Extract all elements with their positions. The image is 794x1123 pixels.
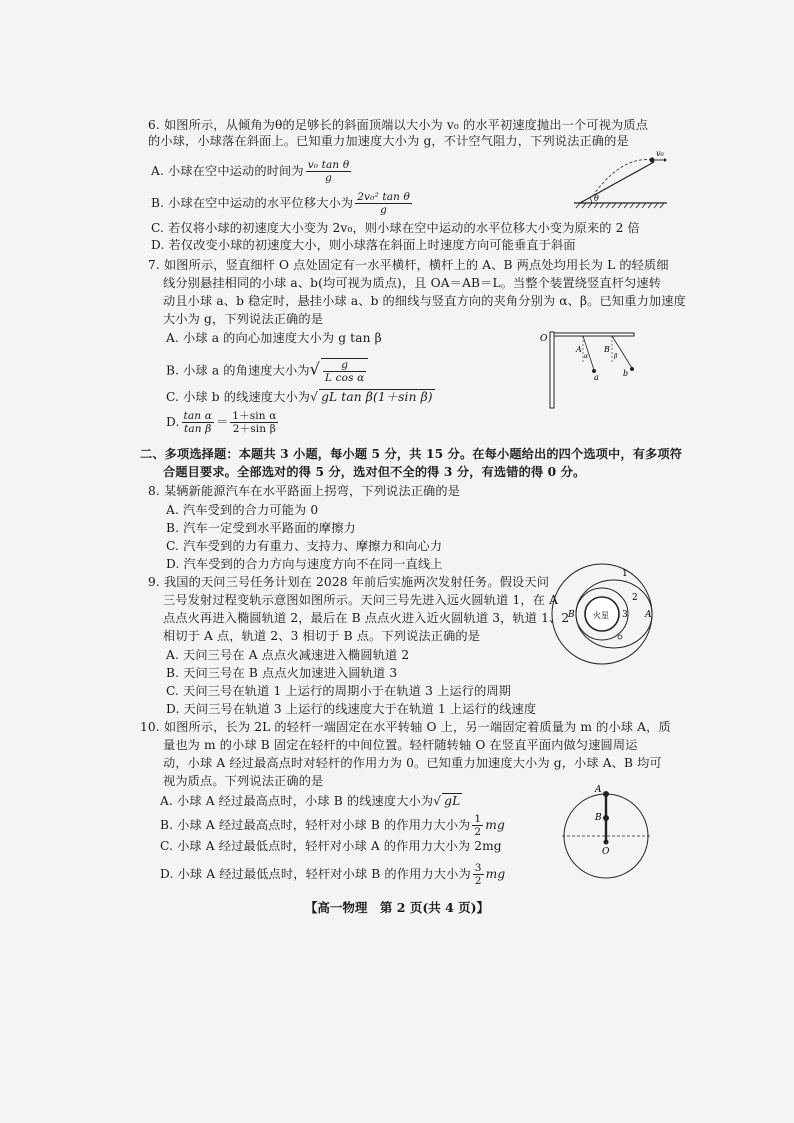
- q9-option-a: A. 天问三号在 A 点点火减速进入椭圆轨道 2: [166, 648, 410, 662]
- q7-option-c-root: gL tan β(1＋sin β): [321, 390, 433, 404]
- q9-orbit-label-1: 1: [622, 569, 628, 579]
- q7-option-b-den: L cos α: [325, 372, 365, 384]
- q6-option-c: C. 若仅将小球的初速度大小变为 2v₀，则小球在空中运动的水平位移大小变为原来的 2 倍: [151, 221, 640, 235]
- q10-stem-line3: 动，小球 A 经过最高点时对轻杆的作用力为 0。已知重力加速度大小为 g，小球 A、B 均可: [163, 756, 662, 770]
- q10-option-d-num: 3: [474, 862, 482, 874]
- q10-option-d-den: 2: [474, 875, 482, 887]
- q6-option-a-text: A. 小球在空中运动的时间为: [151, 164, 304, 178]
- q6-option-b: [151, 191, 414, 216]
- q6-incline-figure: [572, 148, 668, 210]
- q6-incline-line: [580, 162, 654, 203]
- q6-angle-arc: [590, 198, 592, 203]
- q6-stem-line2: 的小球，小球落在斜面上。已知重力加速度大小为 g，不计空气阻力，下列说法正确的是: [148, 134, 629, 148]
- q10-circular-motion-figure: [558, 782, 658, 882]
- q10-stem-line1: 10. 如图所示，长为 2L 的轻杆一端固定在水平转轴 O 上，另一端固定着质量为 m 的小球 A，质: [140, 720, 671, 734]
- q7-stem-line4: 大小为 g，下列说法正确的是: [163, 312, 324, 326]
- q10-ball-A: [603, 791, 609, 797]
- q7-rotating-rod-figure: [538, 328, 638, 410]
- q9-orbit-label-2: 2: [632, 593, 638, 603]
- q8-option-b: B. 汽车一定受到水平路面的摩擦力: [166, 521, 356, 535]
- q9-option-d: D. 天问三号在轨道 3 上运行的线速度大于在轨道 1 上运行的线速度: [166, 702, 537, 716]
- q6-option-a: [151, 159, 353, 184]
- q7-string-b: [612, 336, 632, 368]
- q7-ball-b-label: b: [623, 369, 629, 378]
- q7-stem-line1: 7. 如图所示，竖直细杆 O 点处固定有一水平横杆，横杆上的 A、B 两点处均用长为 L 的轻质细: [148, 258, 669, 272]
- q10-ball-B: [603, 815, 609, 821]
- q7-option-c-radical: √: [310, 390, 319, 404]
- q7-point-O: O: [540, 334, 548, 344]
- q7-option-b-text: B. 小球 a 的角速度大小为: [166, 363, 310, 378]
- q6-option-b-den: g: [380, 204, 388, 216]
- q10-option-b-text: B. 小球 A 经过最高点时，轻杆对小球 B 的作用力大小为: [160, 818, 471, 832]
- q10-option-b-num: 1: [474, 813, 482, 825]
- q10-option-b: [160, 813, 505, 838]
- q10-option-d-unit: mg: [485, 867, 506, 881]
- q6-v0-label: v₀: [656, 149, 664, 158]
- q7-angle-beta: β: [614, 353, 618, 360]
- q8-option-a: A. 汽车受到的合力可能为 0: [166, 503, 319, 517]
- q6-option-b-fraction: [355, 191, 412, 216]
- q7-option-d-left-fraction: [182, 410, 214, 435]
- q7-option-c-text: C. 小球 b 的线速度大小为: [166, 390, 311, 404]
- q7-option-d-label: D.: [166, 415, 180, 429]
- q10-label-A: A: [595, 785, 602, 795]
- q7-angle-alpha: α: [584, 353, 589, 360]
- q7-ball-b: [630, 367, 634, 371]
- q6-theta-label: θ: [594, 194, 599, 203]
- q10-option-b-unit: mg: [485, 818, 505, 832]
- q9-option-b: B. 天问三号在 B 点点火加速进入圆轨道 3: [166, 666, 398, 680]
- q10-label-O: O: [602, 847, 610, 857]
- q7-option-b: [166, 358, 370, 384]
- q8-option-c: C. 汽车受到的力有重力、支持力、摩擦力和向心力: [166, 539, 443, 553]
- q9-option-c: C. 天问三号在轨道 1 上运行的周期小于在轨道 3 上运行的周期: [166, 684, 512, 698]
- q10-option-a: [160, 793, 462, 809]
- q6-stem-line1: 6. 如图所示，从倾角为θ的足够长的斜面顶端以大小为 v₀ 的水平初速度抛出一个可视为质点: [148, 118, 649, 132]
- q6-trajectory: [594, 160, 652, 194]
- q7-option-d-left-num: tan α: [183, 410, 212, 422]
- q7-vertical-rod: [550, 332, 554, 408]
- q7-ball-a-label: a: [594, 373, 599, 382]
- q9-orbit-label-3: 3: [622, 610, 628, 620]
- q6-option-b-text: B. 小球在空中运动的水平位移大小为: [151, 196, 354, 210]
- q8-option-d: D. 汽车受到的合力方向与速度方向不在同一直线上: [166, 557, 443, 571]
- q6-option-b-num: 2v₀² tan θ: [357, 191, 410, 203]
- q7-stem-line3: 动且小球 a、b 稳定时，悬挂小球 a、b 的细线与竖直方向的夹角分别为 α、β。已知重力加速度: [163, 294, 686, 308]
- section2-header-line2: 合题目要求。全部选对的得 5 分，选对但不全的得 3 分，有选错的得 0 分。: [163, 465, 586, 479]
- q10-option-b-den: 2: [474, 826, 482, 838]
- q7-option-b-fraction: [321, 358, 368, 384]
- q6-option-a-num: v₀ tan θ: [307, 159, 350, 171]
- q10-stem-line4: 视为质点。下列说法正确的是: [163, 774, 324, 788]
- q7-option-d: [166, 410, 280, 435]
- q7-option-d-equals: ＝: [215, 415, 229, 429]
- q10-label-B: B: [595, 813, 602, 823]
- q9-spacecraft: [618, 635, 622, 639]
- q10-option-a-text: A. 小球 A 经过最高点时，小球 B 的线速度大小为: [160, 794, 434, 808]
- q9-point-A: A: [645, 610, 652, 620]
- q9-orbit-figure: [548, 560, 656, 668]
- q9-mars-label: 火星: [593, 611, 609, 620]
- q10-stem-line2: 量也为 m 的小球 B 固定在轻杆的中间位置。轻杆随转轴 O 在竖直平面内做匀速圆周运: [163, 738, 638, 752]
- q7-option-d-right-fraction: [230, 410, 278, 435]
- q9-stem-line4: 相切于 A 点，轨道 2、3 相切于 B 点。下列说法正确的是: [163, 629, 481, 643]
- q7-point-A: A: [576, 345, 582, 354]
- q10-option-c: C. 小球 A 经过最低点时，轻杆对小球 A 的作用力大小为 2mg: [160, 839, 502, 853]
- page-footer: 【高一物理 第 2 页(共 4 页)】: [304, 900, 490, 915]
- q7-option-d-right-den: 2＋sin β: [232, 423, 276, 435]
- q10-option-a-root: gL: [444, 794, 461, 808]
- q6-ground-hatch: [576, 203, 664, 208]
- q8-stem: 8. 某辆新能源汽车在水平路面上拐弯，下列说法正确的是: [148, 484, 461, 498]
- q9-stem-line3: 点点火再进入椭圆轨道 2，最后在 B 点点火进入近火圆轨道 3，轨道 1、2: [163, 611, 570, 625]
- q7-option-a: A. 小球 a 的向心加速度大小为 g tan β: [166, 331, 382, 345]
- q6-option-d: D. 若仅改变小球的初速度大小，则小球落在斜面上时速度方向可能垂直于斜面: [151, 238, 576, 252]
- q7-point-B: B: [604, 345, 610, 354]
- q7-option-b-num: g: [323, 359, 366, 372]
- q10-option-d-text: D. 小球 A 经过最低点时，轻杆对小球 B 的作用力大小为: [160, 867, 471, 881]
- q9-stem-line2: 三号发射过程变轨示意图如图所示。天问三号先进入远火圆轨道 1，在 A: [163, 593, 559, 607]
- q6-option-a-den: g: [325, 172, 332, 184]
- q7-horizontal-rod: [554, 333, 634, 336]
- q6-option-a-fraction: [306, 159, 352, 184]
- q7-option-d-left-den: tan β: [184, 423, 212, 435]
- q7-option-c: [166, 389, 435, 405]
- q10-option-b-fraction: [472, 813, 483, 838]
- q10-option-d: [160, 862, 505, 887]
- q7-option-b-radical: √: [309, 359, 321, 379]
- q7-stem-line2: 线分别悬挂相同的小球 a、b(均可视为质点)，且 OA＝AB＝L。当整个装置绕竖直杆匀速转: [163, 276, 662, 290]
- q10-option-a-radical: √: [433, 794, 442, 808]
- section2-header-line1: 二、多项选择题：本题共 3 小题，每小题 5 分，共 15 分。在每小题给出的四个选项中，有多项符: [140, 447, 683, 461]
- q6-velocity-arrowhead: [664, 158, 667, 162]
- q10-option-d-fraction: [473, 862, 484, 887]
- q9-stem-line1: 9. 我国的天问三号任务计划在 2028 年前后实施两次发射任务。假设天问: [148, 575, 550, 589]
- q9-point-B: B: [568, 610, 575, 620]
- q10-axis-O: [604, 840, 609, 845]
- q7-option-d-right-num: 1＋sin α: [232, 410, 277, 422]
